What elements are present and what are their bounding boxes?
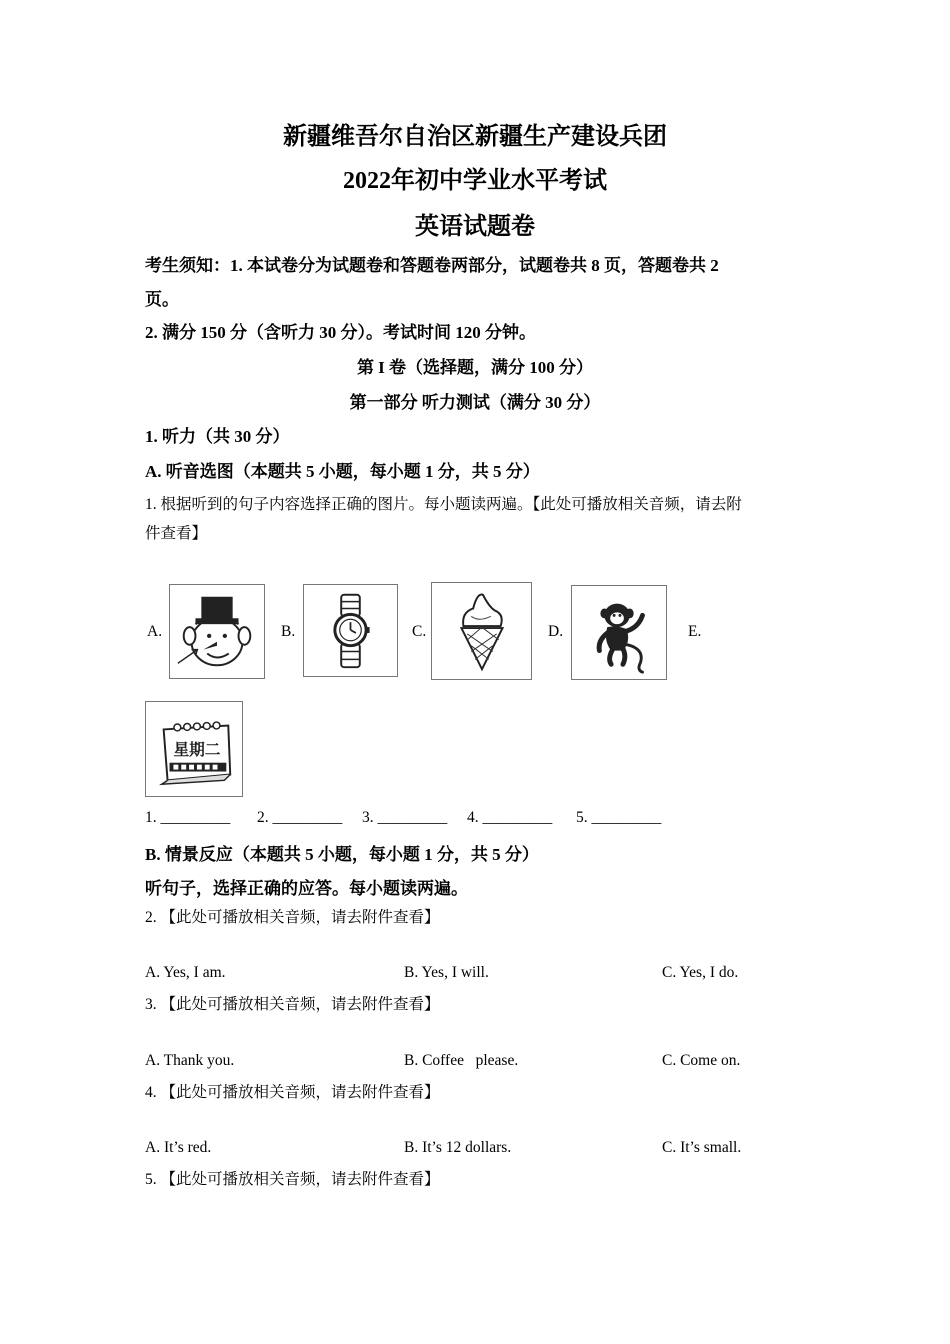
title-line-2: 2022年初中学业水平考试: [343, 168, 607, 194]
title-line-1: 新疆维吾尔自治区新疆生产建设兵团: [283, 124, 667, 150]
question-3-option-c: C. Come on.: [662, 1052, 741, 1069]
question-4-option-b: B. It’s 12 dollars.: [404, 1139, 512, 1156]
question-4-stem: 4. 【此处可播放相关音频，请去附件查看】: [145, 1084, 440, 1101]
question-3-option-b: B. Coffee please.: [404, 1052, 519, 1069]
monkey-picture: [571, 585, 667, 680]
option-label-b: B.: [281, 623, 296, 640]
question-2-stem: 2. 【此处可播放相关音频，请去附件查看】: [145, 909, 440, 926]
option-label-d: D.: [548, 623, 564, 640]
question-4-option-c: C. It’s small.: [662, 1139, 742, 1156]
calendar-text: 星期二: [173, 739, 221, 759]
option-label-c: C.: [412, 623, 427, 640]
question-2-option-b: B. Yes, I will.: [404, 964, 489, 981]
notice-line-1: 考生须知：1. 本试卷分为试题卷和答题卷两部分，试题卷共 8 页，答题卷共 2: [145, 256, 719, 275]
answer-blank-5[interactable]: 5. _________: [576, 809, 662, 826]
part-b-instruction: 听句子，选择正确的应答。每小题读两遍。: [145, 879, 468, 898]
question-2-option-c: C. Yes, I do.: [662, 964, 739, 981]
part-a-instruction-line-1: 1. 根据听到的句子内容选择正确的图片。每小题读两遍。【此处可播放相关音频，请去附: [145, 496, 742, 513]
snowman-picture: [169, 584, 265, 679]
answer-blank-4[interactable]: 4. _________: [467, 809, 553, 826]
title-line-3: 英语试题卷: [415, 214, 535, 240]
answer-blank-2[interactable]: 2. _________: [257, 809, 343, 826]
watch-picture: [303, 584, 398, 677]
part-a-instruction-line-2: 件查看】: [145, 525, 208, 542]
option-label-e: E.: [688, 623, 702, 640]
question-5-stem: 5. 【此处可播放相关音频，请去附件查看】: [145, 1171, 440, 1188]
option-label-a: A.: [147, 623, 163, 640]
section-1-heading: 1. 听力（共 30 分）: [145, 427, 290, 446]
part-a-heading: A. 听音选图（本题共 5 小题，每小题 1 分，共 5 分）: [145, 462, 540, 481]
question-2-option-a: A. Yes, I am.: [145, 964, 226, 981]
answer-blank-3[interactable]: 3. _________: [362, 809, 448, 826]
ice-cream-picture: [431, 582, 532, 680]
question-3-option-a: A. Thank you.: [145, 1052, 235, 1069]
question-4-option-a: A. It’s red.: [145, 1139, 212, 1156]
notice-line-2: 2. 满分 150 分（含听力 30 分）。考试时间 120 分钟。: [145, 323, 536, 342]
part-b-heading: B. 情景反应（本题共 5 小题，每小题 1 分，共 5 分）: [145, 845, 539, 864]
answer-blank-1[interactable]: 1. _________: [145, 809, 231, 826]
part-heading: 第一部分 听力测试（满分 30 分）: [349, 393, 601, 412]
volume-heading: 第 I 卷（选择题，满分 100 分）: [356, 358, 594, 377]
question-3-stem: 3. 【此处可播放相关音频，请去附件查看】: [145, 996, 440, 1013]
calendar-picture: [145, 701, 243, 797]
notice-line-1-cont: 页。: [145, 290, 179, 309]
